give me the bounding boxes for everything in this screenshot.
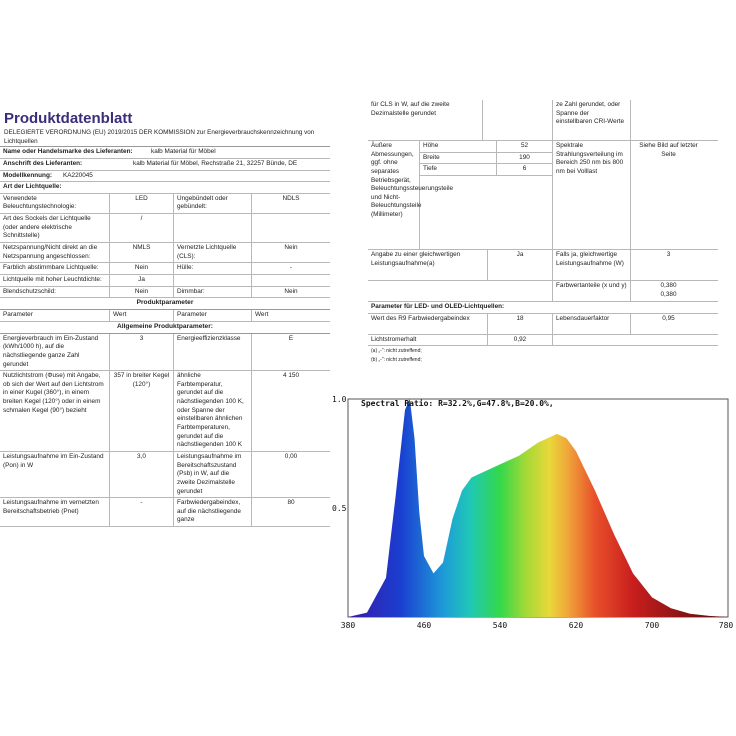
product-datasheet-left xyxy=(0,105,330,585)
chromaticity-values xyxy=(631,281,706,301)
led-params-head xyxy=(368,302,718,314)
param-value: 80 xyxy=(287,499,295,507)
flux-maintenance-value: 0,92 xyxy=(488,335,553,346)
general-params-head: Allgemeine Produktparameter: xyxy=(0,322,330,334)
light-type-row xyxy=(0,287,330,299)
param-value: - xyxy=(110,498,174,526)
y-axis-ticks xyxy=(332,395,347,513)
col-header-value-1: Wert xyxy=(110,310,174,321)
dimension-label: Tiefe xyxy=(420,164,497,175)
chart-title: Spectral Ratio: R=32.2%,G=47.8%,B=20.0%, xyxy=(361,399,554,408)
col-header-param-2: Parameter xyxy=(174,310,252,321)
model-value: KA220045 xyxy=(63,171,93,179)
light-type-row xyxy=(0,214,330,243)
column-header-row xyxy=(0,310,330,322)
type-param-label: Verwendete Beleuchtungstechnologie: xyxy=(0,194,110,213)
footnote-b: (b) „-“: nicht zutreffend; xyxy=(371,357,422,364)
type-param-label xyxy=(174,275,252,286)
general-params-table xyxy=(0,334,330,527)
dimension-row xyxy=(420,153,552,165)
type-param-value: / xyxy=(110,214,174,242)
chromaticity-x: 0,380 xyxy=(660,282,677,289)
equivalent-watts-value: 3 xyxy=(666,251,671,258)
x-tick-label: 620 xyxy=(568,621,584,630)
footnote-a: (a) „-“: nicht zutreffend; xyxy=(371,348,422,355)
cls-label: für CLS in W, auf die zweite Dezimalstelle gerundet xyxy=(368,100,483,140)
param-value: 4 150 xyxy=(283,372,299,380)
supplier-name-row xyxy=(0,147,330,159)
model-label: Modellkennung: xyxy=(3,171,52,179)
param-label: Leistungsaufnahme im Ein-Zustand (Pon) in W xyxy=(0,452,110,497)
r9-value: 18 xyxy=(488,314,553,334)
param-label: Farbwiedergabeindex, auf die nächstliegende ganze xyxy=(174,498,252,526)
type-param-value: LED xyxy=(110,194,174,213)
light-type-row xyxy=(0,263,330,275)
light-type-head xyxy=(0,182,330,194)
param-label: Leistungsaufnahme im Bereitschaftszustand (Psb) in W, auf die zweite Dezimalstelle gerundet xyxy=(174,452,252,497)
param-label: Energieeffizienzklasse xyxy=(174,334,252,371)
cls-value xyxy=(483,100,553,140)
lifetime-factor-label: Lebensdauerfaktor xyxy=(553,314,631,334)
flux-maintenance-label: Lichtstromerhalt xyxy=(368,335,488,346)
x-tick-label: 540 xyxy=(492,621,508,630)
param-label: Leistungsaufnahme im vernetzten Bereitschaftsbetrieb (Pnet) xyxy=(0,498,110,526)
flux-row xyxy=(368,335,718,347)
light-type-row xyxy=(0,194,330,214)
cls-row xyxy=(368,100,718,141)
supplier-address-value: kalb Material für Möbel, Rechstraße 21, 32257 Bünde, DE xyxy=(133,159,298,167)
x-tick-label: 700 xyxy=(644,621,660,630)
dimension-value: 52 xyxy=(520,142,529,149)
led-params-label: Parameter für LED- und OLED-Lichtquellen: xyxy=(371,303,505,310)
supplier-address-label: Anschrift des Lieferanten: xyxy=(3,159,83,167)
general-param-row xyxy=(0,498,330,527)
y-tick-label: 0.5 xyxy=(332,504,347,513)
col-header-value-2: Wert xyxy=(255,311,269,319)
col-header-param-1: Parameter xyxy=(0,310,110,321)
dimension-row xyxy=(420,164,552,176)
equivalent-power-value: Ja xyxy=(488,250,553,280)
light-type-table xyxy=(0,194,330,298)
dimensions-list xyxy=(420,141,552,176)
type-param-value: Ja xyxy=(110,275,174,286)
param-value: 357 in breiter Kegel (120°) xyxy=(110,371,174,451)
equivalent-watts-label: Falls ja, gleichwertige Leistungsaufnahme (W) xyxy=(553,250,631,280)
x-tick-label: 460 xyxy=(416,621,432,630)
datasheet-title: Produktdatenblatt xyxy=(4,110,133,127)
param-label: ähnliche Farbtemperatur, gerundet auf die nächstliegenden 100 K, oder Spanne der einstellbaren ähnlichen Farbtemperaturen, gerundet auf die nächstliegenden 100 K xyxy=(174,371,252,451)
general-param-row xyxy=(0,334,330,372)
chromaticity-label: Farbwertanteile (x und y) xyxy=(553,281,631,301)
param-value: 3,0 xyxy=(110,452,174,497)
type-param-value: NMLS xyxy=(110,243,174,262)
param-value: 3 xyxy=(110,334,174,371)
type-param-label: Lichtquelle mit hoher Leuchtdichte: xyxy=(0,275,110,286)
dimension-value: 190 xyxy=(519,153,530,161)
type-param-label: Blendschutzschild: xyxy=(0,287,110,298)
model-row xyxy=(0,171,330,183)
supplier-name-label: Name oder Handelsmarke des Lieferanten: xyxy=(3,148,133,156)
product-datasheet-right xyxy=(368,100,718,365)
spectral-label: Spektrale Strahlungsverteilung im Bereich 250 nm bis 800 nm bei Volllast xyxy=(553,141,631,249)
type-param-value: Nein xyxy=(110,263,174,274)
x-axis-ticks xyxy=(341,621,734,630)
type-param-label: Art des Sockels der Lichtquelle (oder andere elektrische Schnittstelle) xyxy=(0,214,110,242)
dimensions-label: Äußere Abmessungen, ggf. ohne separates Betriebsgerät, Beleuchtungssteuerungsteile und Nicht-Beleuchtungsteile (Millimeter) xyxy=(368,141,420,249)
type-param-label: Netzspannung/Nicht direkt an die Netzspannung angeschlossen: xyxy=(0,243,110,262)
type-param-label: Dimmbar: xyxy=(174,287,252,298)
dimension-value: 6 xyxy=(522,165,527,173)
dimension-label: Breite xyxy=(420,153,497,164)
type-param-label: Vernetzte Lichtquelle (CLS): xyxy=(174,243,252,262)
type-param-value: Nein xyxy=(284,244,298,252)
type-param-value: NDLS xyxy=(282,194,300,202)
type-param-label: Farblich abstimmbare Lichtquelle: xyxy=(0,263,110,274)
light-type-label: Art der Lichtquelle: xyxy=(3,183,62,191)
light-type-row xyxy=(0,243,330,263)
dimension-row xyxy=(420,141,552,153)
spectrum-svg xyxy=(331,372,736,630)
param-label: Nutzlichtstrom (Φuse) mit Angabe, ob sich der Wert auf den Lichtstrom in einer Kugel (360°), in einem breiten Kegel (120°) oder in einem schmalen Kegel (90°) bezieht xyxy=(0,371,110,451)
y-tick-label: 1.0 xyxy=(332,395,347,404)
chromaticity-row xyxy=(368,281,718,302)
cri-value xyxy=(631,100,706,140)
cri-label: ze Zahl gerundet, oder Spanne der einstellbaren CRI-Werte xyxy=(553,100,631,140)
chromaticity-y: 0,380 xyxy=(660,290,677,298)
general-param-row xyxy=(0,452,330,498)
product-params-head: Produktparameter xyxy=(0,298,330,310)
type-param-label xyxy=(174,214,252,242)
r9-label: Wert des R9 Farbwiedergabeindex xyxy=(368,314,488,334)
dimensions-values xyxy=(420,141,553,249)
spectral-value: Siehe Bild auf letzter Seite xyxy=(639,142,698,158)
type-param-label: Ungebündelt oder gebündelt: xyxy=(174,194,252,213)
x-tick-label: 780 xyxy=(718,621,734,630)
type-param-value xyxy=(252,275,330,286)
param-label: Energieverbrauch im Ein-Zustand (kWh/1000 h), auf die nächstliegende ganze Zahl gerundet xyxy=(0,334,110,371)
regulation-subtitle: DELEGIERTE VERORDNUNG (EU) 2019/2015 DER KOMMISSION zur Energieverbrauchskennzeichnung von Lichtquellen xyxy=(0,129,330,147)
type-param-value: - xyxy=(289,264,293,272)
supplier-name-value: kalb Material für Möbel xyxy=(151,148,216,156)
type-param-label: Hülle: xyxy=(174,263,252,274)
param-value: E xyxy=(288,334,294,342)
spectral-distribution-chart xyxy=(331,372,736,630)
light-type-row xyxy=(0,275,330,287)
spectrum-area xyxy=(348,399,728,617)
type-param-value: Nein xyxy=(110,287,174,298)
dimensions-row xyxy=(368,141,718,250)
r9-row xyxy=(368,314,718,335)
general-param-row xyxy=(0,371,330,452)
param-value: 0,00 xyxy=(284,452,298,460)
equivalent-power-row xyxy=(368,250,718,281)
dimension-label: Höhe xyxy=(420,141,497,152)
supplier-address-row xyxy=(0,159,330,171)
x-tick-label: 380 xyxy=(340,621,356,630)
type-param-value xyxy=(252,214,330,242)
lifetime-factor-value: 0,95 xyxy=(662,314,675,322)
type-param-value: Nein xyxy=(284,287,298,295)
equivalent-power-label: Angabe zu einer gleichwertigen Leistungsaufnahme(a) xyxy=(368,250,488,280)
